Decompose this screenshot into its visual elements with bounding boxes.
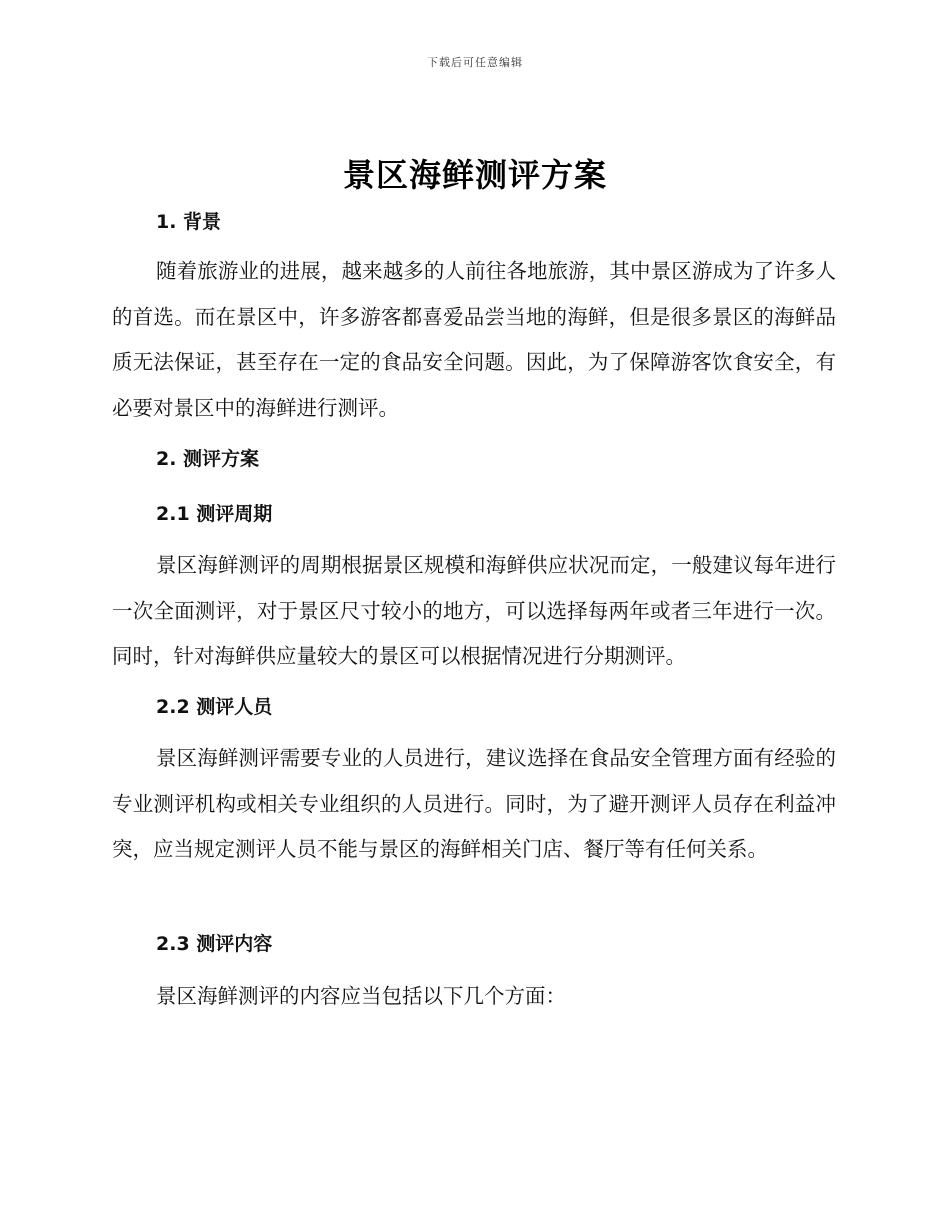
section-heading-plan: 2. 测评方案: [156, 448, 260, 470]
section-heading-period: 2.1 测评周期: [156, 503, 273, 525]
paragraph-background: 随着旅游业的进展，越来越多的人前往各地旅游，其中景区游成为了许多人的首选。而在景区中，许多游客都喜爱品尝当地的海鲜，但是很多景区的海鲜品质无法保证，甚至存在一定的食品安全问题。因此，为了保障游客饮食安全，有必要对景区中的海鲜进行测评。: [112, 259, 836, 420]
paragraph-period: 景区海鲜测评的周期根据景区规模和海鲜供应状况而定，一般建议每年进行一次全面测评，对于景区尺寸较小的地方，可以选择每两年或者三年进行一次。同时，针对海鲜供应量较大的景区可以根据情况进行分期测评。: [112, 553, 836, 668]
section-heading-staff: 2.2 测评人员: [156, 696, 273, 718]
document-title: 景区海鲜测评方案: [342, 156, 607, 194]
paragraph-content: 景区海鲜测评的内容应当包括以下几个方面：: [156, 984, 566, 1008]
section-heading-background: 1. 背景: [156, 211, 222, 233]
header-note: 下载后可任意编辑: [427, 56, 523, 69]
section-heading-content: 2.3 测评内容: [156, 933, 273, 955]
paragraph-staff: 景区海鲜测评需要专业的人员进行，建议选择在食品安全管理方面有经验的专业测评机构或相关专业组织的人员进行。同时，为了避开测评人员存在利益冲突，应当规定测评人员不能与景区的海鲜相关门店、餐厅等有任何关系。: [112, 746, 836, 861]
